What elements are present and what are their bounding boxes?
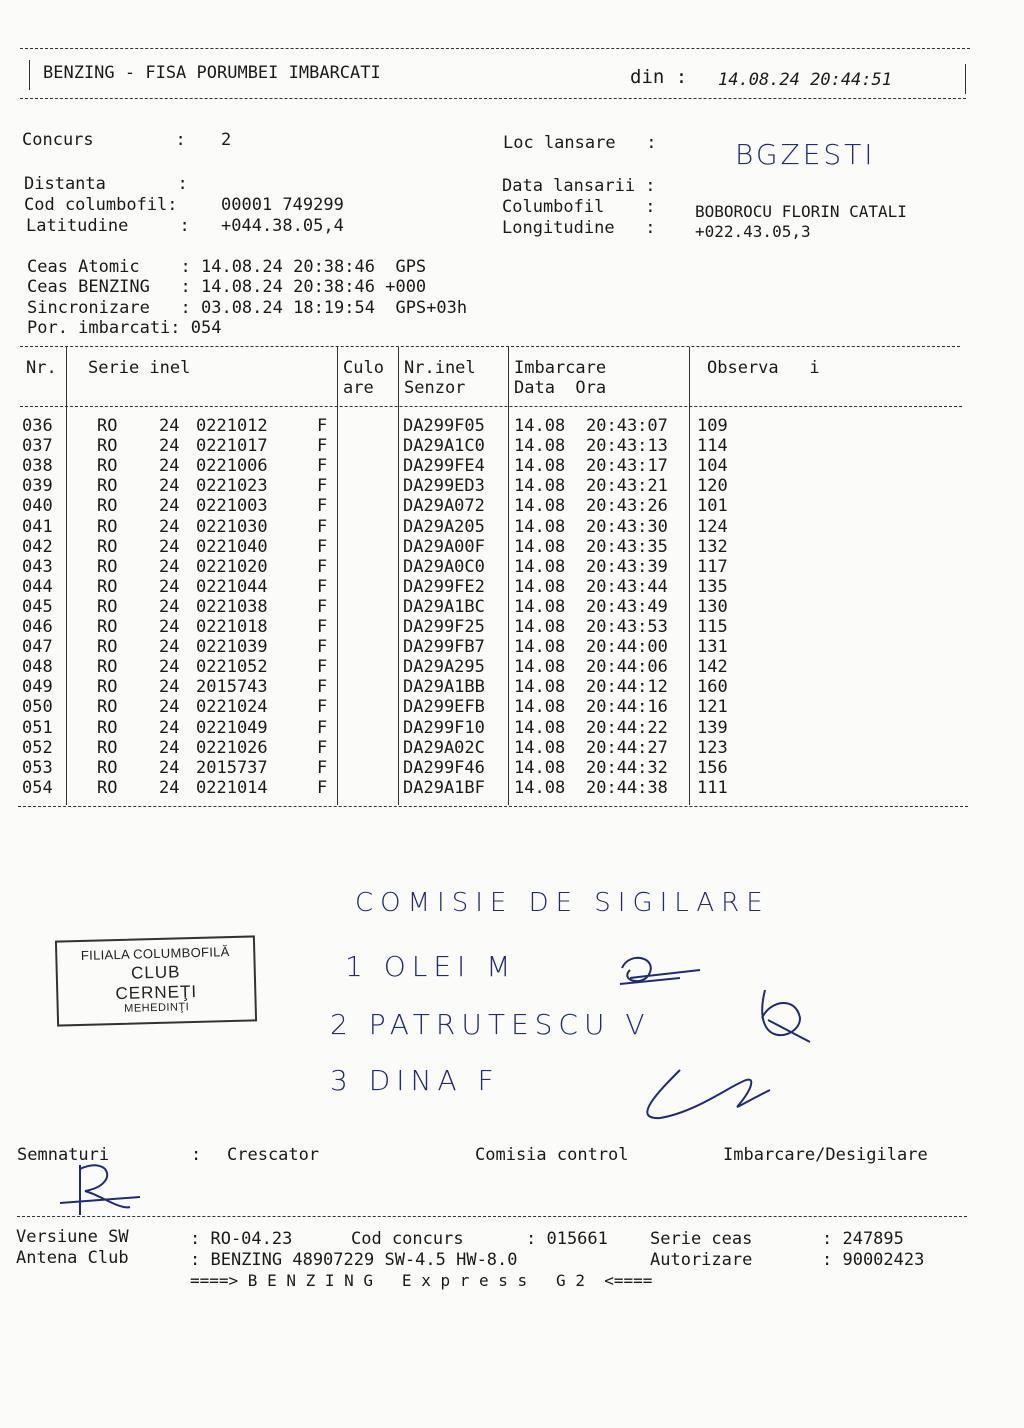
table-row bbox=[0, 577, 1000, 597]
cell-obs: 111 bbox=[697, 777, 728, 798]
cell-ring: 0221030 bbox=[196, 516, 268, 537]
cell-yr: 24 bbox=[159, 496, 180, 517]
serie-ceas-label: Serie ceas bbox=[650, 1229, 753, 1249]
cell-sex: F bbox=[317, 496, 328, 517]
cod-concurs-label: Cod concurs bbox=[351, 1229, 464, 1249]
cell-ring: 0221052 bbox=[196, 657, 268, 678]
cell-date: 14.08 bbox=[514, 536, 566, 557]
cell-yr: 24 bbox=[159, 596, 180, 617]
stamp-line-filiala: FILIALA COLUMBOFILĂ bbox=[80, 944, 230, 963]
cell-date: 14.08 bbox=[514, 596, 566, 617]
cell-nr: 043 bbox=[22, 556, 53, 577]
semnaturi-colon: : bbox=[191, 1145, 202, 1165]
cell-ring: 0221039 bbox=[196, 637, 268, 658]
semnaturi-label: Semnaturi bbox=[17, 1145, 110, 1165]
signature-comisia-label: Comisia control bbox=[475, 1145, 629, 1165]
cell-yr: 24 bbox=[159, 436, 180, 457]
cell-date: 14.08 bbox=[514, 637, 566, 658]
table-row bbox=[0, 476, 1000, 496]
table-row bbox=[0, 436, 1000, 456]
cell-yr: 24 bbox=[159, 576, 180, 597]
cell-date: 14.08 bbox=[514, 476, 566, 497]
signature-crescator-label: Crescator bbox=[227, 1145, 320, 1165]
handwritten-commission-title: COMISIE DE SIGILARE bbox=[355, 888, 770, 918]
cell-obs: 114 bbox=[697, 436, 728, 457]
cell-time: 20:43:49 bbox=[586, 596, 668, 617]
th-serie-inel: Serie inel bbox=[88, 358, 191, 378]
cell-yr: 24 bbox=[159, 456, 180, 477]
cell-senzor: DA29A02C bbox=[403, 737, 485, 758]
table-row bbox=[0, 557, 1000, 577]
cell-nr: 040 bbox=[22, 496, 53, 517]
cell-time: 20:43:21 bbox=[586, 476, 668, 497]
cell-time: 20:43:26 bbox=[586, 496, 668, 517]
cell-ring: 0221003 bbox=[196, 496, 268, 517]
loc-lansare-label: Loc lansare : bbox=[503, 133, 657, 153]
cell-ring: 0221020 bbox=[196, 556, 268, 577]
cell-date: 14.08 bbox=[514, 777, 566, 798]
cell-obs: 130 bbox=[697, 596, 728, 617]
cell-cc: RO bbox=[97, 737, 118, 758]
cell-cc: RO bbox=[97, 617, 118, 637]
cell-cc: RO bbox=[97, 536, 118, 557]
cell-time: 20:44:38 bbox=[586, 777, 668, 798]
cell-cc: RO bbox=[97, 596, 118, 617]
concurs-label: Concurs : bbox=[22, 130, 186, 150]
cell-time: 20:44:06 bbox=[586, 657, 668, 678]
ceas-benzing-line: Ceas BENZING : 14.08.24 20:38:46 +000 bbox=[27, 277, 427, 297]
cell-obs: 104 bbox=[697, 456, 728, 477]
th-nr: Nr. bbox=[26, 358, 57, 378]
distanta-label: Distanta : bbox=[24, 174, 188, 194]
cell-nr: 037 bbox=[22, 436, 53, 457]
table-row bbox=[0, 617, 1000, 637]
cell-senzor: DA299F05 bbox=[403, 416, 485, 436]
autorizare-value: : 90002423 bbox=[822, 1250, 925, 1270]
cell-cc: RO bbox=[97, 576, 118, 597]
table-row bbox=[0, 637, 1000, 657]
longitudine-value: +022.43.05,3 bbox=[695, 222, 811, 241]
cell-yr: 24 bbox=[159, 536, 180, 557]
cell-cc: RO bbox=[97, 436, 118, 457]
cell-obs: 115 bbox=[697, 617, 728, 637]
cell-obs: 124 bbox=[697, 516, 728, 537]
cell-yr: 24 bbox=[159, 677, 180, 698]
cell-yr: 24 bbox=[159, 737, 180, 758]
cell-cc: RO bbox=[97, 496, 118, 517]
cell-date: 14.08 bbox=[514, 496, 566, 517]
cell-cc: RO bbox=[97, 657, 118, 678]
cell-sex: F bbox=[317, 717, 328, 738]
cell-time: 20:43:53 bbox=[586, 617, 668, 637]
cell-sex: F bbox=[317, 637, 328, 658]
cell-time: 20:44:22 bbox=[586, 717, 668, 738]
cell-cc: RO bbox=[97, 717, 118, 738]
stamp-line-club: CLUB bbox=[130, 962, 181, 983]
cell-senzor: DA299F46 bbox=[403, 757, 485, 778]
cell-sex: F bbox=[317, 596, 328, 617]
cell-yr: 24 bbox=[159, 516, 180, 537]
cell-ring: 0221044 bbox=[196, 576, 268, 597]
cell-nr: 053 bbox=[22, 757, 53, 778]
longitudine-label: Longitudine : bbox=[502, 218, 656, 238]
cell-time: 20:43:17 bbox=[586, 456, 668, 477]
cell-obs: 156 bbox=[697, 757, 728, 778]
cell-time: 20:43:35 bbox=[586, 536, 668, 557]
cell-nr: 047 bbox=[22, 637, 53, 658]
cell-time: 20:43:39 bbox=[586, 556, 668, 577]
cell-senzor: DA29A295 bbox=[403, 657, 485, 678]
cell-date: 14.08 bbox=[514, 416, 566, 436]
cell-senzor: DA299ED3 bbox=[403, 476, 485, 497]
concurs-value: 2 bbox=[221, 130, 232, 150]
cell-senzor: DA299F25 bbox=[403, 617, 485, 637]
cell-ring: 0221038 bbox=[196, 596, 268, 617]
header-bottom-border bbox=[20, 98, 966, 99]
cell-nr: 054 bbox=[22, 777, 53, 798]
table-row bbox=[0, 778, 1000, 798]
sincronizare-line: Sincronizare : 03.08.24 18:19:54 GPS+03h bbox=[27, 298, 468, 318]
cell-sex: F bbox=[317, 456, 328, 477]
cell-date: 14.08 bbox=[514, 456, 566, 477]
th-senzor: Senzor bbox=[404, 378, 466, 398]
cell-sex: F bbox=[317, 536, 328, 557]
cell-ring: 2015737 bbox=[196, 757, 268, 778]
table-row bbox=[0, 496, 1000, 516]
cell-yr: 24 bbox=[159, 556, 180, 577]
th-data-ora: Data Ora bbox=[514, 378, 607, 398]
table-header-bottom-border bbox=[20, 406, 962, 407]
crescator-signature bbox=[40, 1155, 160, 1225]
cell-obs: 131 bbox=[697, 637, 728, 658]
cell-yr: 24 bbox=[159, 697, 180, 718]
table-row bbox=[0, 517, 1000, 537]
cell-sex: F bbox=[317, 697, 328, 718]
table-row bbox=[0, 456, 1000, 476]
cod-columbofil-value: 00001 749299 bbox=[221, 195, 344, 215]
columbofil-value: BOBOROCU FLORIN CATALI bbox=[695, 202, 907, 221]
columbofil-label: Columbofil : bbox=[502, 197, 656, 217]
cell-sex: F bbox=[317, 576, 328, 597]
cell-yr: 24 bbox=[159, 617, 180, 637]
header-top-border bbox=[20, 48, 970, 49]
cell-yr: 24 bbox=[159, 657, 180, 678]
versiune-sw-label: Versiune SW bbox=[16, 1227, 129, 1247]
cell-nr: 038 bbox=[22, 456, 53, 477]
cell-senzor: DA299EFB bbox=[403, 697, 485, 718]
cell-time: 20:43:30 bbox=[586, 516, 668, 537]
cell-sex: F bbox=[317, 737, 328, 758]
antena-club-label: Antena Club bbox=[16, 1248, 129, 1268]
cell-obs: 117 bbox=[697, 556, 728, 577]
cell-date: 14.08 bbox=[514, 677, 566, 698]
header-date: 14.08.24 20:44:51 bbox=[718, 70, 892, 90]
cell-sex: F bbox=[317, 476, 328, 497]
cell-sex: F bbox=[317, 436, 328, 457]
cell-yr: 24 bbox=[159, 416, 180, 436]
cell-senzor: DA299FE4 bbox=[403, 456, 485, 477]
cell-sex: F bbox=[317, 617, 328, 637]
cell-nr: 039 bbox=[22, 476, 53, 497]
cell-nr: 045 bbox=[22, 596, 53, 617]
cell-sex: F bbox=[317, 657, 328, 678]
cell-yr: 24 bbox=[159, 757, 180, 778]
cell-ring: 0221024 bbox=[196, 697, 268, 718]
cell-nr: 051 bbox=[22, 717, 53, 738]
stamp-line-mehedinti: MEHEDINŢI bbox=[124, 1001, 190, 1015]
cell-sex: F bbox=[317, 757, 328, 778]
cell-date: 14.08 bbox=[514, 697, 566, 718]
cell-date: 14.08 bbox=[514, 717, 566, 738]
cell-nr: 049 bbox=[22, 677, 53, 698]
cell-ring: 0221040 bbox=[196, 536, 268, 557]
cell-time: 20:43:13 bbox=[586, 436, 668, 457]
table-row bbox=[0, 416, 1000, 436]
cell-ring: 0221023 bbox=[196, 476, 268, 497]
cell-senzor: DA29A1BB bbox=[403, 677, 485, 698]
cell-nr: 042 bbox=[22, 536, 53, 557]
th-nr-inel: Nr.inel bbox=[404, 358, 476, 378]
cell-ring: 0221018 bbox=[196, 617, 268, 637]
cell-nr: 050 bbox=[22, 697, 53, 718]
cell-sex: F bbox=[317, 416, 328, 436]
serie-ceas-value: : 247895 bbox=[822, 1229, 904, 1249]
document-title: BENZING - FISA PORUMBEI IMBARCATI bbox=[43, 63, 381, 83]
cell-obs: 109 bbox=[697, 416, 728, 436]
table-row bbox=[0, 657, 1000, 677]
table-row bbox=[0, 597, 1000, 617]
cod-concurs-value: : 015661 bbox=[526, 1229, 608, 1249]
ceas-atomic-line: Ceas Atomic : 14.08.24 20:38:46 GPS bbox=[27, 257, 427, 277]
footer-top-border bbox=[17, 1216, 967, 1217]
cell-sex: F bbox=[317, 677, 328, 698]
loc-lansare-handwritten: BGZESTI bbox=[735, 138, 876, 171]
cell-time: 20:44:12 bbox=[586, 677, 668, 698]
cell-obs: 142 bbox=[697, 657, 728, 678]
table-top-border bbox=[20, 346, 960, 347]
cell-senzor: DA29A00F bbox=[403, 536, 485, 557]
cell-date: 14.08 bbox=[514, 556, 566, 577]
data-lansarii-label: Data lansarii : bbox=[502, 176, 656, 196]
cell-yr: 24 bbox=[159, 637, 180, 658]
cell-cc: RO bbox=[97, 456, 118, 477]
cell-senzor: DA299FB7 bbox=[403, 637, 485, 658]
cell-cc: RO bbox=[97, 697, 118, 718]
cell-yr: 24 bbox=[159, 717, 180, 738]
cell-obs: 101 bbox=[697, 496, 728, 517]
cell-sex: F bbox=[317, 777, 328, 798]
antena-club-value: : BENZING 48907229 SW-4.5 HW-8.0 bbox=[190, 1250, 518, 1270]
cell-nr: 046 bbox=[22, 617, 53, 637]
latitudine-label: Latitudine : bbox=[26, 216, 190, 236]
benzing-express-banner: ====> B E N Z I N G E x p r e s s G 2 <==== bbox=[190, 1271, 653, 1290]
table-row bbox=[0, 738, 1000, 758]
cell-nr: 052 bbox=[22, 737, 53, 758]
cell-date: 14.08 bbox=[514, 516, 566, 537]
header-left-border bbox=[29, 60, 30, 90]
porumbei-imbarcati-line: Por. imbarcati: 054 bbox=[27, 318, 222, 338]
commission-signatures bbox=[600, 940, 860, 1140]
cell-time: 20:44:16 bbox=[586, 697, 668, 718]
cell-sex: F bbox=[317, 516, 328, 537]
cell-date: 14.08 bbox=[514, 436, 566, 457]
cell-ring: 0221049 bbox=[196, 717, 268, 738]
cell-obs: 135 bbox=[697, 576, 728, 597]
cell-ring: 0221014 bbox=[196, 777, 268, 798]
autorizare-label: Autorizare bbox=[650, 1250, 753, 1270]
table-row bbox=[0, 758, 1000, 778]
cell-yr: 24 bbox=[159, 777, 180, 798]
th-culoare-2: are bbox=[343, 378, 374, 398]
cell-senzor: DA299F10 bbox=[403, 717, 485, 738]
cell-ring: 0221017 bbox=[196, 436, 268, 457]
cell-time: 20:43:07 bbox=[586, 416, 668, 436]
latitudine-value: +044.38.05,4 bbox=[221, 216, 344, 236]
cell-senzor: DA29A072 bbox=[403, 496, 485, 517]
versiune-sw-value: : RO-04.23 bbox=[190, 1229, 293, 1249]
cell-senzor: DA299FE2 bbox=[403, 576, 485, 597]
cell-obs: 160 bbox=[697, 677, 728, 698]
cell-cc: RO bbox=[97, 777, 118, 798]
cell-senzor: DA29A0C0 bbox=[403, 556, 485, 577]
cell-obs: 139 bbox=[697, 717, 728, 738]
handwritten-member-3: 3 DINA F bbox=[330, 1064, 500, 1097]
header-right-border bbox=[965, 64, 966, 94]
cell-obs: 132 bbox=[697, 536, 728, 557]
handwritten-member-1: 1 OLEI M bbox=[345, 950, 517, 983]
cell-ring: 0221006 bbox=[196, 456, 268, 477]
cell-date: 14.08 bbox=[514, 757, 566, 778]
table-row bbox=[0, 697, 1000, 717]
cell-ring: 0221026 bbox=[196, 737, 268, 758]
cell-cc: RO bbox=[97, 476, 118, 497]
club-stamp bbox=[55, 935, 257, 1026]
cell-time: 20:44:32 bbox=[586, 757, 668, 778]
table-row bbox=[0, 718, 1000, 738]
th-culoare-1: Culo bbox=[343, 358, 384, 378]
cell-senzor: DA29A1BF bbox=[403, 777, 485, 798]
cell-nr: 036 bbox=[22, 416, 53, 436]
cell-time: 20:44:00 bbox=[586, 637, 668, 658]
cell-cc: RO bbox=[97, 677, 118, 698]
stamp-line-cerneti: CERNEŢI bbox=[115, 981, 198, 1004]
cell-date: 14.08 bbox=[514, 617, 566, 637]
handwritten-member-2: 2 PATRUTESCU V bbox=[330, 1008, 651, 1041]
cell-nr: 048 bbox=[22, 657, 53, 678]
cell-date: 14.08 bbox=[514, 737, 566, 758]
cell-time: 20:43:44 bbox=[586, 576, 668, 597]
cell-obs: 123 bbox=[697, 737, 728, 758]
cell-nr: 041 bbox=[22, 516, 53, 537]
cell-ring: 0221012 bbox=[196, 416, 268, 436]
header-din-label: din : bbox=[630, 66, 688, 88]
table-row bbox=[0, 537, 1000, 557]
cell-obs: 120 bbox=[697, 476, 728, 497]
th-observatii: Observa i bbox=[707, 358, 820, 378]
th-imbarcare: Imbarcare bbox=[514, 358, 607, 378]
signature-imbarcare-label: Imbarcare/Desigilare bbox=[723, 1145, 928, 1165]
cell-yr: 24 bbox=[159, 476, 180, 497]
cell-time: 20:44:27 bbox=[586, 737, 668, 758]
cell-sex: F bbox=[317, 556, 328, 577]
cell-cc: RO bbox=[97, 516, 118, 537]
cell-cc: RO bbox=[97, 416, 118, 436]
cell-ring: 2015743 bbox=[196, 677, 268, 698]
cell-obs: 121 bbox=[697, 697, 728, 718]
cell-cc: RO bbox=[97, 637, 118, 658]
cell-cc: RO bbox=[97, 556, 118, 577]
cell-nr: 044 bbox=[22, 576, 53, 597]
table-bottom-border bbox=[18, 806, 968, 807]
cell-date: 14.08 bbox=[514, 657, 566, 678]
cell-cc: RO bbox=[97, 757, 118, 778]
cell-senzor: DA29A205 bbox=[403, 516, 485, 537]
table-row bbox=[0, 677, 1000, 697]
cell-date: 14.08 bbox=[514, 576, 566, 597]
cell-senzor: DA29A1C0 bbox=[403, 436, 485, 457]
cell-senzor: DA29A1BC bbox=[403, 596, 485, 617]
cod-columbofil-label: Cod columbofil: bbox=[24, 195, 178, 215]
